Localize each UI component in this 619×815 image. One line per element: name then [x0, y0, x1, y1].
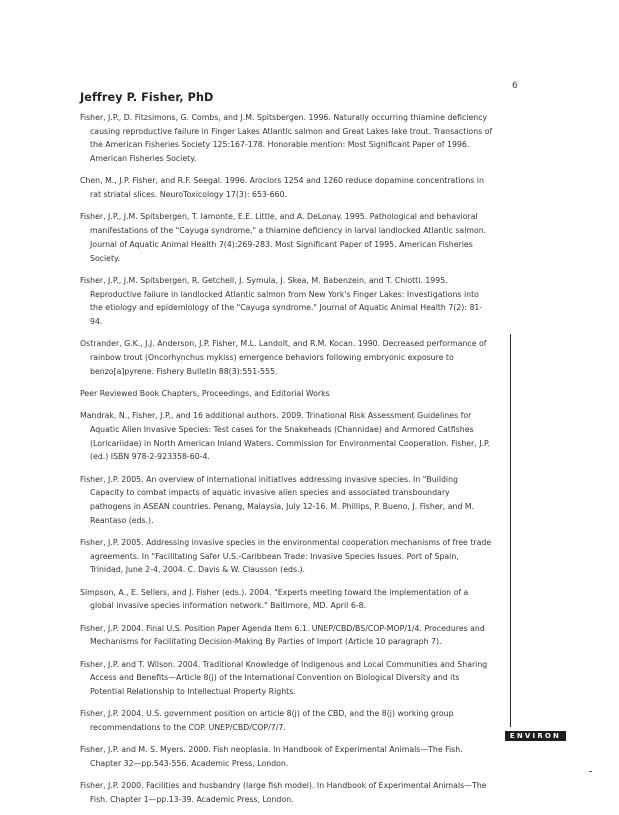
reference-entry: Fisher, J.P. 2005. An overview of international initiatives addressing invasive species. In "Building Capacity to combat impacts of aquatic invasive alien species and associated transboundary pathogens in ASEAN countries. Penang, Malaysia, July 12-16. M. Phillips, P. Bueno, J. Fisher, and M. Reantaso (eds.). [80, 474, 475, 525]
reference-entry: Fisher, J.P., J.M. Spitsbergen, T. Iamonte, E.E. Little, and A. DeLonay. 1995. Pathological and behavioral manifestations of the "Cayuga syndrome," a thiamine deficiency in larval landlocked Atlantic salmon. Journal of Aquatic Animal Health 7(4):269-283. Most Significant Paper of 1995. American Fisheries Society. [80, 212, 487, 263]
reference-entry: Simpson, A., E. Sellers, and J. Fisher (eds.). 2004. "Experts meeting toward the implementation of a global invasive species information network." Baltimore, MD. April 6-8. [80, 587, 469, 611]
reference-entry: Fisher, J.P. 2004. Final U.S. Position Paper Agenda Item 6.1. UNEP/CBD/BS/COP-MOP/1/4. Procedures and Mechanisms for Facilitating Decision-Making By Parties of Import (Article 10 paragraph 7). [80, 623, 485, 647]
reference-entry: Chen, M., J.P. Fisher, and R.F. Seegal. 1996. Aroclors 1254 and 1260 reduce dopamine concentrations in rat striatal slices. NeuroToxicology 17(3): 653-660. [80, 176, 484, 200]
author-name-header: Jeffrey P. Fisher, PhD [80, 91, 214, 104]
section-heading: Peer Reviewed Book Chapters, Proceedings, and Editorial Works [80, 388, 330, 398]
reference-entry: Fisher, J.P., J.M. Spitsbergen, R. Getchell, J. Symula, J. Skea, M. Babenzein, and T. Chiotti. 1995. Reproductive failure in landlocked Atlantic salmon from New York's Finger Lakes: Investigations into the etiology and epidemiology of the "Cayuga syndrome." Journal of Aquatic Animal Health 7(2): 81-94. [80, 275, 483, 326]
reference-entry: Fisher, J.P., D. Fitzsimons, G. Combs, and J.M. Spitsbergen. 1996. Naturally occurring thiamine deficiency causing reproductive failure in Finger Lakes Atlantic salmon and Great Lakes lake trout. Transactions of the American Fisheries Society 125:167-178. Honorable mention: Most Significant Paper of 1996. American Fisheries Society. [80, 113, 493, 164]
reference-entry: Fisher, J.P. 2005. Addressing invasive species in the environmental cooperation mechanisms of free trade agreements. In "Facilitating Safer U.S.-Caribbean Trade: Invasive Species Issues. Port of Spain, Trinidad, June 2-4, 2004. C. Davis & W. Clausson (eds.). [80, 538, 492, 575]
reference-entry: Mandrak, N., Fisher, J.P., and 16 additional authors. 2009. Trinational Risk Assessment Guidelines for Aquatic Alien Invasive Species: Test cases for the Snakeheads (Channidae) and Armored Catfishes (Loricariidae) in North American Inland Waters. Commission for Environmental Cooperation. Fisher, J.P. (ed.) ISBN 978-2-923358-60-4. [80, 411, 490, 462]
reference-entry: Fisher, J.P. and T. Wilson. 2004. Traditional Knowledge of Indigenous and Local Communities and Sharing Access and Benefits—Article 8(j) of the International Convention on Biological Diversity and its Potential Relationship to Intellectual Property Rights. [80, 659, 488, 697]
reference-entry: Ostrander, G.K., J.J. Anderson, J.P. Fisher, M.L. Landolt, and R.M. Kocan. 1990. Decreased performance of rainbow trout (Oncorhynchus mykiss) emergence behaviors following embryonic exposure to benzo[a]pyrene. Fishery Bulletin 88(3):551-555. [80, 339, 487, 376]
margin-vertical-rule [510, 334, 511, 727]
reference-entry: Fisher, J.P. 2000. Facilities and husbandry (large fish model). In Handbook of Experimental Animals—The Fish. Chapter 1—pp.13-39. Academic Press, London. [80, 781, 487, 805]
reference-entry: Fisher, J.P. 2004. U.S. government position on article 8(j) of the CBD, and the 8(j) working group recommendations to the COP. UNEP/CBD/COP/7/7. [80, 709, 454, 733]
reference-entry: Fisher, J.P. and M. S. Myers. 2000. Fish neoplasia. In Handbook of Experimental Animals—The Fish. Chapter 32—pp.543-556. Academic Press, London. [80, 745, 463, 769]
environ-logo: ENVIRON [505, 731, 566, 741]
publication-list [80, 111, 493, 815]
corner-mark [589, 771, 592, 772]
page-number: 6 [512, 81, 518, 91]
